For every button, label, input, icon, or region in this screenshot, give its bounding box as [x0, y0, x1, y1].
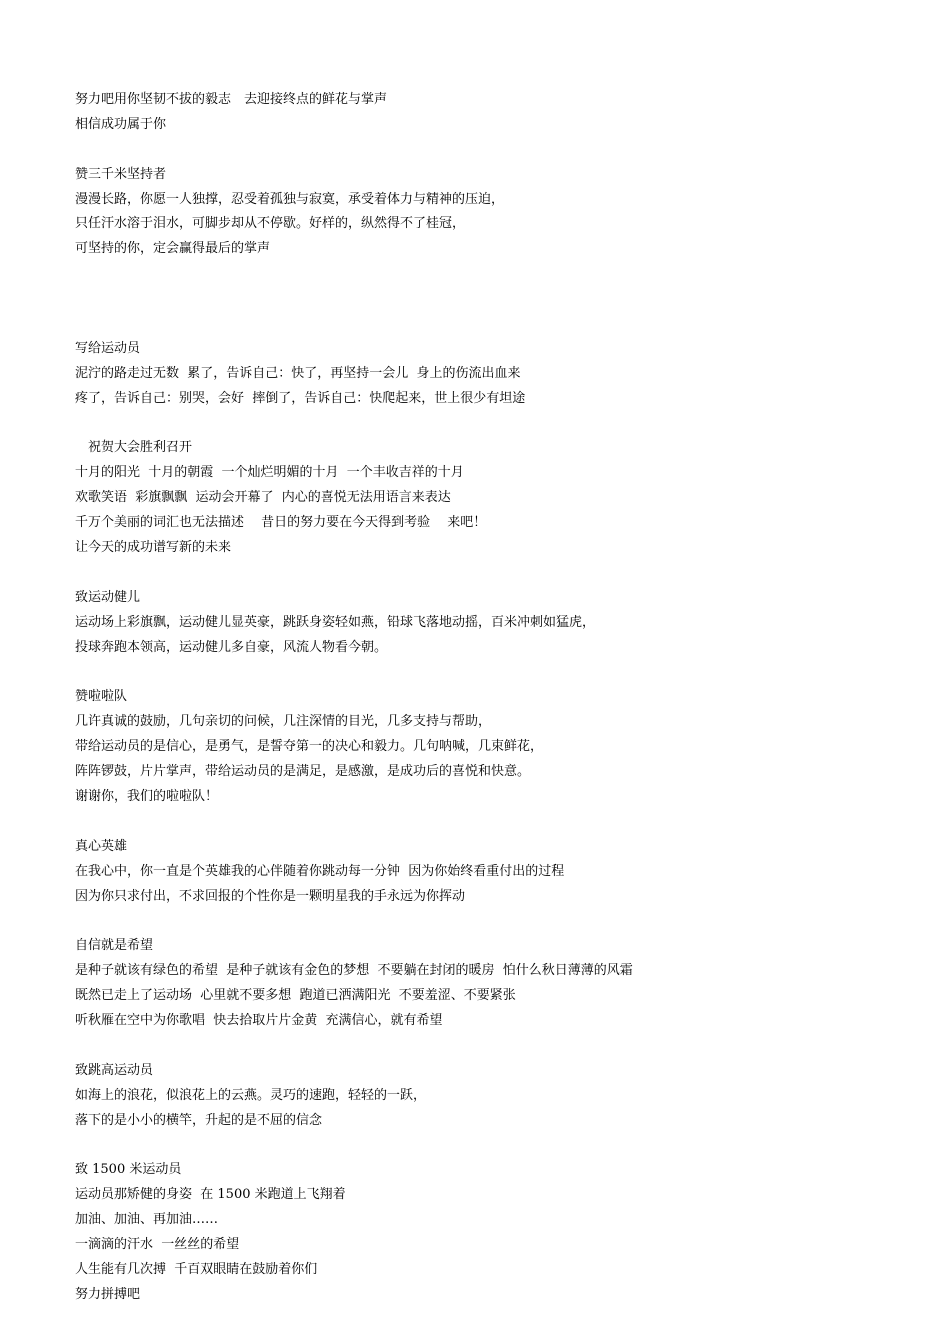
blank-line	[75, 909, 915, 934]
section-to-athletes	[75, 337, 915, 412]
blank-line	[75, 1034, 915, 1059]
section-title: 致运动健儿	[75, 589, 141, 605]
text-line: 加油、加油、再加油……	[75, 1212, 219, 1228]
blank-line	[75, 561, 915, 586]
text-line: 千万个美丽的词汇也无法描述 昔日的努力要在今天得到考验 来吧！	[75, 515, 487, 531]
text-line: 既然已走上了运动场 心里就不要多想 跑道已洒满阳光 不要羞涩、不要紧张	[75, 988, 516, 1004]
section-title: 致 1500 米运动员	[75, 1162, 182, 1178]
blank-line	[75, 287, 915, 312]
text-line: 漫漫长路，你愿一人独撑，忍受着孤独与寂寞，承受着体力与精神的压迫，	[75, 191, 505, 207]
section-title: 赞啦啦队	[75, 689, 128, 705]
section-confidence	[75, 934, 915, 1034]
blank-line	[75, 810, 915, 835]
section-title: 写给运动员	[75, 340, 141, 356]
text-line: 投球奔跑本领高，运动健儿多自豪，风流人物看今朝。	[75, 639, 388, 655]
text-line: 落下的是小小的横竿，升起的是不屈的信念	[75, 1112, 323, 1128]
section-athletes	[75, 586, 915, 661]
section-true-hero	[75, 835, 915, 910]
text-line: 带给运动员的是信心，是勇气，是誓夺第一的决心和毅力。几句呐喊，几束鲜花，	[75, 739, 544, 755]
section-high-jump	[75, 1059, 915, 1134]
text-line: 谢谢你，我们的啦啦队！	[75, 788, 219, 804]
text-line: 十月的阳光 十月的朝霞 一个灿烂明媚的十月 一个丰收吉祥的十月	[75, 465, 464, 481]
text-line: 运动场上彩旗飘，运动健儿显英豪，跳跃身姿轻如燕，铅球飞落地动摇，百米冲刺如猛虎，	[75, 614, 596, 630]
text-line: 几许真诚的鼓励，几句亲切的问候，几注深情的目光，几多支持与帮助，	[75, 714, 492, 730]
blank-line	[75, 412, 915, 437]
blank-line	[75, 1133, 915, 1158]
section-1500m	[75, 1158, 915, 1307]
text-line: 只任汗水溶于泪水，可脚步却从不停歇。好样的，纵然得不了桂冠，	[75, 216, 466, 232]
text-line: 努力吧用你坚韧不拔的毅志 去迎接终点的鲜花与掌声	[75, 92, 388, 107]
text-line: 疼了，告诉自己：别哭，会好 摔倒了，告诉自己：快爬起来，世上很少有坦途	[75, 390, 526, 406]
document-body	[75, 88, 915, 1308]
text-line: 人生能有几次搏 千百双眼睛在鼓励着你们	[75, 1261, 318, 1277]
text-line: 如海上的浪花，似浪花上的云燕。灵巧的速跑，轻轻的一跃，	[75, 1087, 427, 1103]
section-title: 祝贺大会胜利召开	[75, 440, 193, 456]
text-line: 相信成功属于你	[75, 116, 167, 132]
section-congratulations	[75, 436, 915, 560]
text-line: 是种子就该有绿色的希望 是种子就该有金色的梦想 不要躺在封闭的暖房 怕什么秋日薄薄的风霜	[75, 963, 633, 979]
text-line: 努力拼搏吧	[75, 1286, 141, 1302]
section-cheerleaders	[75, 685, 915, 809]
blank-line	[75, 138, 915, 163]
text-line: 运动员那矫健的身姿 在 1500 米跑道上飞翔着	[75, 1187, 346, 1203]
text-line: 欢歌笑语 彩旗飘飘 运动会开幕了 内心的喜悦无法用语言来表达	[75, 490, 451, 506]
section-3000m	[75, 163, 915, 263]
text-line: 可坚持的你，定会赢得最后的掌声	[75, 241, 271, 257]
blank-line	[75, 262, 915, 287]
text-line: 一滴滴的汗水 一丝丝的希望	[75, 1236, 240, 1252]
text-line: 让今天的成功谱写新的未来	[75, 540, 232, 556]
text-line: 泥泞的路走过无数 累了，告诉自己：快了，再坚持一会儿 身上的伤流出血来	[75, 365, 521, 381]
section-title: 致跳高运动员	[75, 1062, 154, 1078]
text-line: 因为你只求付出，不求回报的个性你是一颗明星我的手永远为你挥动	[75, 888, 466, 904]
text-line: 听秋雁在空中为你歌唱 快去拾取片片金黄 充满信心，就有希望	[75, 1012, 443, 1028]
section-title: 真心英雄	[75, 838, 128, 854]
text-line: 阵阵锣鼓，片片掌声，带给运动员的是满足，是感激，是成功后的喜悦和快意。	[75, 764, 531, 780]
section-title: 赞三千米坚持者	[75, 166, 167, 182]
section-title: 自信就是希望	[75, 938, 154, 954]
section-intro	[75, 88, 915, 138]
blank-line	[75, 660, 915, 685]
blank-line	[75, 312, 915, 337]
text-line: 在我心中，你一直是个英雄我的心伴随着你跳动每一分钟 因为你始终看重付出的过程	[75, 863, 565, 879]
